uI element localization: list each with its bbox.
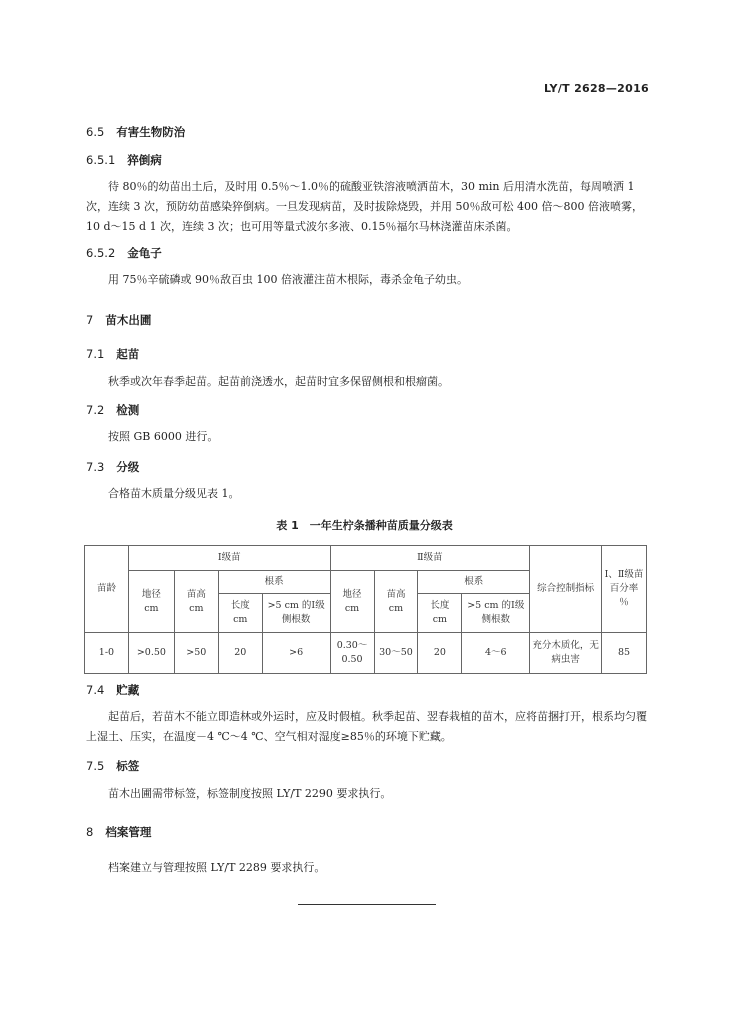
cell-g2-height: 30～50 <box>374 633 418 674</box>
cell-g2-length: 20 <box>418 633 462 674</box>
table-title: 表 1 一年生柠条播种苗质量分级表 <box>276 519 453 532</box>
paragraph-6-5-1: 待 80％的幼苗出土后，及时用 0.5％～1.0％的硫酸亚铁溶液喷洒苗木，30 min 后用清水洗苗，每周喷洒 1 次，连续 3 次，预防幼苗感染猝倒病。一旦发现病苗，及时拔除烧毁，并用 50％敌可松 400 倍～800 倍液喷雾，10 d～15 d 1 次，连续 3 次；也可用等量式波尔多液、0.15％福尔马林浇灌苗床杀菌。 <box>86 180 643 233</box>
end-rule <box>298 904 436 905</box>
heading-7: 7 苗木出圃 <box>86 313 152 327</box>
document-code: LY/T 2628—2016 <box>543 82 649 95</box>
heading-7-3: 7.3 分级 <box>86 460 140 474</box>
cell-percent: 85 <box>602 633 647 674</box>
header-age: 苗龄 <box>85 546 129 633</box>
heading-7-4: 7.4 贮藏 <box>86 683 140 697</box>
paragraph-8: 档案建立与管理按照 LY/T 2289 要求执行。 <box>108 861 326 874</box>
paragraph-7-2: 按照 GB 6000 进行。 <box>108 430 219 443</box>
grading-table <box>84 545 647 674</box>
cell-g2-lateral: 4～6 <box>462 633 530 674</box>
paragraph-7-1: 秋季或次年春季起苗。起苗前浇透水，起苗时宜多保留侧根和根瘤菌。 <box>108 375 449 388</box>
paragraph-7-4: 起苗后，若苗木不能立即造林或外运时，应及时假植。秋季起苗、翌春栽植的苗木，应将苗捆打开，根系均匀覆上湿土、压实，在温度－4 ℃～4 ℃、空气相对湿度≥85％的环境下贮藏。 <box>86 710 647 743</box>
header-g2-height: 苗高 cm <box>374 571 418 633</box>
cell-g1-height: >50 <box>174 633 218 674</box>
header-g1-height: 苗高 cm <box>174 571 218 633</box>
heading-6-5: 6.5 有害生物防治 <box>86 125 186 139</box>
paragraph-7-5: 苗木出圃需带标签，标签制度按照 LY/T 2290 要求执行。 <box>108 787 392 800</box>
heading-7-1: 7.1 起苗 <box>86 347 140 361</box>
heading-8: 8 档案管理 <box>86 825 152 839</box>
heading-6-5-2: 6.5.2 金龟子 <box>86 246 162 260</box>
header-percent: Ⅰ、Ⅱ级苗百分率 ％ <box>602 546 647 633</box>
header-grade-1: Ⅰ级苗 <box>128 546 330 571</box>
heading-7-5: 7.5 标签 <box>86 759 140 773</box>
header-g1-length: 长度 cm <box>218 594 262 633</box>
header-g1-lateral: >5 cm 的Ⅰ级侧根数 <box>262 594 330 633</box>
paragraph-6-5-2: 用 75％辛硫磷或 90％敌百虫 100 倍液灌注苗木根际，毒杀金龟子幼虫。 <box>108 273 468 286</box>
cell-control: 充分木质化，无病虫害 <box>530 633 602 674</box>
header-g1-root: 根系 <box>218 571 330 594</box>
header-g1-diameter: 地径 cm <box>128 571 174 633</box>
paragraph-7-3: 合格苗木质量分级见表 1。 <box>108 487 240 500</box>
header-g2-diameter: 地径 cm <box>330 571 374 633</box>
table-row <box>85 633 647 674</box>
cell-g1-diameter: >0.50 <box>128 633 174 674</box>
header-grade-2: Ⅱ级苗 <box>330 546 530 571</box>
cell-g2-diameter: 0.30～0.50 <box>330 633 374 674</box>
heading-7-2: 7.2 检测 <box>86 403 140 417</box>
header-control-index: 综合控制指标 <box>530 546 602 633</box>
header-g2-root: 根系 <box>418 571 530 594</box>
cell-g1-lateral: >6 <box>262 633 330 674</box>
heading-6-5-1: 6.5.1 猝倒病 <box>86 153 162 167</box>
cell-age: 1-0 <box>85 633 129 674</box>
header-g2-lateral: >5 cm 的Ⅰ级侧根数 <box>462 594 530 633</box>
header-g2-length: 长度 cm <box>418 594 462 633</box>
cell-g1-length: 20 <box>218 633 262 674</box>
